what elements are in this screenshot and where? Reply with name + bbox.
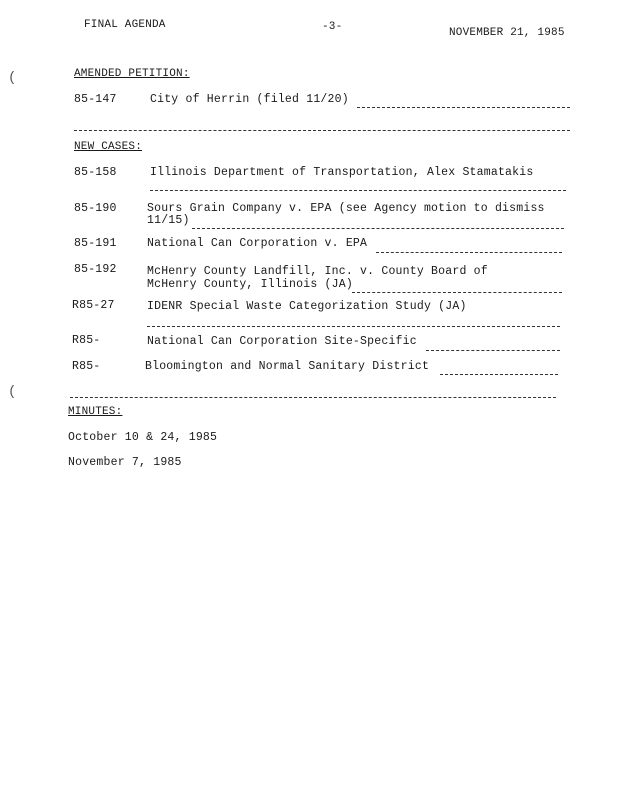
case-title: McHenry County Landfill, Inc. v. County Board of: [147, 265, 488, 278]
case-number: R85-: [72, 360, 101, 373]
case-title-continued: 11/15): [147, 214, 190, 227]
case-number: 85-158: [74, 166, 117, 179]
case-title: Illinois Department of Transportation, Alex Stamatakis: [150, 166, 534, 179]
blank-line: [357, 107, 570, 108]
header-date: NOVEMBER 21, 1985: [449, 27, 565, 39]
case-number: 85-191: [74, 237, 117, 250]
case-title: Bloomington and Normal Sanitary District: [145, 360, 430, 373]
minutes-item: October 10 & 24, 1985: [68, 431, 218, 444]
case-title: Sours Grain Company v. EPA (see Agency motion to dismiss: [147, 202, 545, 215]
blank-line: [150, 190, 566, 191]
case-number: 85-190: [74, 202, 117, 215]
header-left: FINAL AGENDA: [84, 19, 166, 31]
case-title: City of Herrin (filed 11/20): [150, 93, 349, 106]
case-title-continued: McHenry County, Illinois (JA): [147, 278, 353, 291]
margin-mark: (: [8, 70, 17, 86]
case-number: R85-27: [72, 299, 115, 312]
case-number: 85-192: [74, 263, 117, 276]
minutes-heading: MINUTES:: [68, 406, 123, 418]
case-title: National Can Corporation v. EPA: [147, 237, 368, 250]
blank-line: [376, 252, 562, 253]
minutes-item: November 7, 1985: [68, 456, 182, 469]
margin-mark: (: [8, 384, 17, 400]
amended-petition-heading: AMENDED PETITION:: [74, 68, 190, 80]
case-number: R85-: [72, 334, 101, 347]
blank-line: [70, 397, 556, 398]
blank-line: [440, 374, 558, 375]
blank-line: [352, 292, 562, 293]
page-number: -3-: [322, 21, 343, 33]
case-number: 85-147: [74, 93, 117, 106]
blank-line: [192, 228, 564, 229]
case-title: National Can Corporation Site-Specific: [147, 335, 417, 348]
blank-line: [74, 130, 570, 131]
new-cases-heading: NEW CASES:: [74, 141, 143, 153]
blank-line: [147, 326, 560, 327]
blank-line: [426, 350, 560, 351]
case-title: IDENR Special Waste Categorization Study (JA): [147, 300, 467, 313]
